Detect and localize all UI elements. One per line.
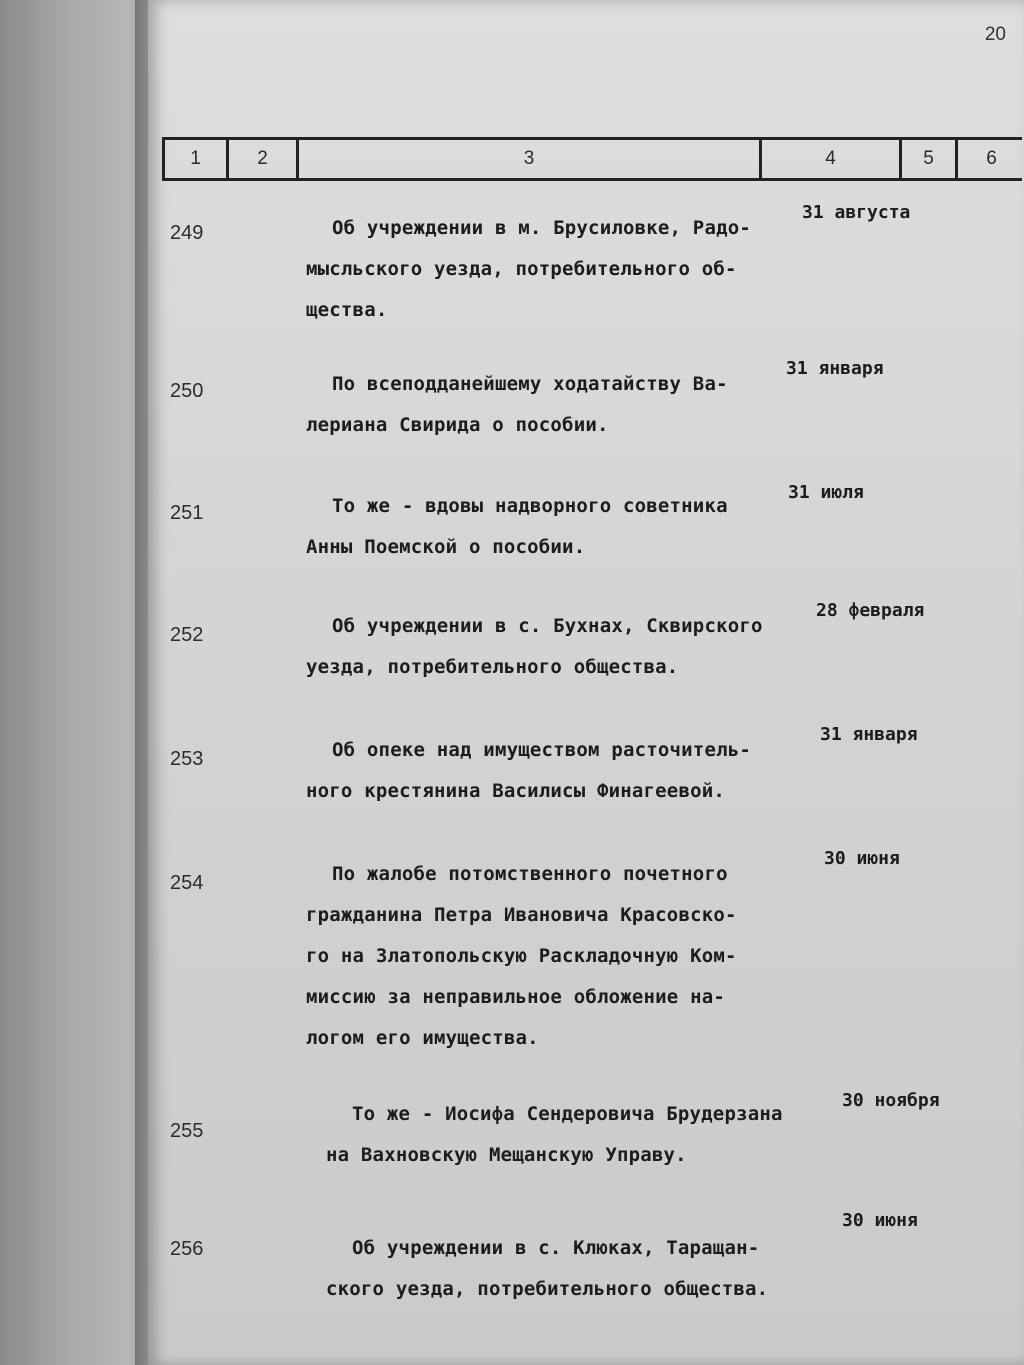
entry-text-line: го на Златопольскую Раскладочную Ком- xyxy=(306,945,737,967)
entry-date: 31 января xyxy=(820,724,918,745)
entry-description xyxy=(306,208,796,331)
column-header-4: 4 xyxy=(762,140,902,178)
entry-description xyxy=(306,364,796,446)
page-number: 20 xyxy=(984,24,1006,45)
entry-description xyxy=(306,486,796,568)
entry-text-line: мысльского уезда, потребительного об- xyxy=(306,258,737,280)
entry-description xyxy=(326,1094,816,1176)
entry-text-line: Об опеке над имуществом расточитель- xyxy=(332,739,752,761)
entry-text-line: То же - вдовы надворного советника xyxy=(332,495,728,517)
entry-text-line: То же - Иосифа Сендеровича Брудерзана xyxy=(352,1103,783,1125)
entry-date: 28 февраля xyxy=(816,600,925,621)
entry-number: 251 xyxy=(170,502,204,524)
entry-number: 252 xyxy=(170,624,204,646)
column-header-6: 6 xyxy=(986,148,997,169)
entry-date: 30 ноября xyxy=(842,1090,940,1111)
entry-text-line: ского уезда, потребительного общества. xyxy=(326,1278,769,1300)
column-header-row xyxy=(162,137,1022,181)
entry-number: 254 xyxy=(170,872,204,894)
entry-description xyxy=(306,606,796,688)
entry-text-line: уезда, потребительного общества. xyxy=(306,656,679,678)
entry-text-line: лериана Свирида о пособии. xyxy=(306,414,609,436)
left-page-edge xyxy=(0,0,150,1365)
column-header-3: 3 xyxy=(299,140,762,178)
entry-date: 30 июня xyxy=(824,848,900,869)
entry-text-line: Об учреждении в с. Клюках, Таращан- xyxy=(352,1237,760,1259)
entry-date: 31 августа xyxy=(802,202,911,223)
entry-text-line: Анны Поемской о пособии. xyxy=(306,536,586,558)
entry-description xyxy=(326,1228,816,1310)
column-header-1: 1 xyxy=(165,140,229,178)
entry-number: 249 xyxy=(170,222,204,244)
document-page xyxy=(148,0,1024,1365)
entry-description xyxy=(306,854,796,1059)
column-header-5: 5 xyxy=(902,140,958,178)
entry-text-line: ного крестянина Василисы Финагеевой. xyxy=(306,780,726,802)
entry-text-line: логом его имущества. xyxy=(306,1027,539,1049)
entry-number: 255 xyxy=(170,1120,204,1142)
entry-date: 31 января xyxy=(786,358,884,379)
entry-text-line: По жалобе потомственного почетного xyxy=(332,863,728,885)
column-header-2: 2 xyxy=(229,140,299,178)
entry-number: 256 xyxy=(170,1238,204,1260)
entry-text-line: Об учреждении в с. Бухнах, Сквирского xyxy=(332,615,763,637)
entry-description xyxy=(306,730,796,812)
entry-text-line: Об учреждении в м. Брусиловке, Радо- xyxy=(332,217,752,239)
entry-text-line: миссию за неправильное обложение на- xyxy=(306,986,726,1008)
entry-number: 253 xyxy=(170,748,204,770)
entry-text-line: гражданина Петра Ивановича Красовско- xyxy=(306,904,737,926)
entry-date: 30 июня xyxy=(842,1210,918,1231)
entry-number: 250 xyxy=(170,380,204,402)
entry-date: 31 июля xyxy=(788,482,864,503)
entry-text-line: По всеподданейшему ходатайству Ва- xyxy=(332,373,728,395)
entry-text-line: на Вахновскую Мещанскую Управу. xyxy=(326,1144,687,1166)
entry-text-line: щества. xyxy=(306,299,388,321)
